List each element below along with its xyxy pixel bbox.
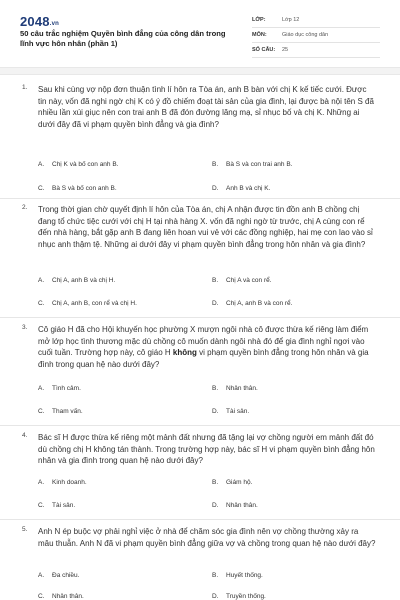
answer-option[interactable] (212, 593, 266, 600)
question-number: 4. (22, 432, 28, 439)
option-text: Nhân thân. (226, 502, 258, 509)
option-letter: A. (38, 161, 45, 168)
answer-option[interactable] (38, 161, 119, 168)
meta-label: MÔN: (252, 32, 267, 38)
option-letter: C. (38, 502, 45, 509)
meta-value: Lớp 12 (282, 17, 300, 23)
option-text: Tài sản. (226, 408, 250, 415)
meta-label: SỐ CÂU: (252, 47, 276, 53)
option-text: Chị K và bố con anh B. (52, 161, 119, 168)
question-text: Trong thời gian chờ quyết định lí hôn của Tòa án, chị A nhận được tin đồn anh B chồng chị đang tổ chức tiệc cưới với chị H tại nhà hàng X. vốn đã nghi ngờ từ trước, chị A cùng con rể đến nhà hàng, bắt gặp anh B đang liên hoan vui vẻ với các đồng nghiệp, hai mẹ con lao vào sỉ nhục anh thậm tệ. Những ai dưới đây vi phạm quyền bình đẳng trong hôn nhân và gia đình? (38, 205, 373, 249)
question-text-emphasis: không (172, 348, 197, 357)
logo-text: 2048 (20, 14, 50, 29)
option-letter: D. (212, 502, 219, 509)
option-text: Anh B và chị K. (226, 185, 271, 192)
answer-option[interactable] (38, 385, 81, 392)
site-logo[interactable] (20, 14, 59, 29)
answer-option[interactable] (212, 300, 292, 307)
question-text: Bác sĩ H được thừa kế riêng một mảnh đất nhưng đã tặng lại vợ chồng người em mảnh đất đó dù chồng chị H không tán thành. Trong trường hợp này, bác sĩ H vi phạm quyền bình đẳng hôn nhân và gia đình trong quan hệ nào dưới đây? (38, 433, 375, 465)
option-text: Chị A và con rể. (226, 277, 272, 284)
question-text-part: Cô giáo H đã cho Hội khuyến học phường X mượn ngôi nhà cô được thừa kế riêng làm điểm mở lớp học tình thương mặc dù chồng cô muốn dành ngôi nhà đó để gia đình nghỉ ngơi vào cuối tuần. Trường hợp này, cô giáo H (38, 325, 369, 357)
question-number: 1. (22, 84, 28, 91)
answer-option[interactable] (38, 408, 83, 415)
question-divider (0, 519, 400, 520)
answer-option[interactable] (38, 479, 87, 486)
option-text: Bà S và bố con anh B. (52, 185, 117, 192)
answer-option[interactable] (212, 408, 249, 415)
option-letter: B. (212, 161, 219, 168)
option-text: Truyền thống. (226, 593, 266, 600)
option-letter: C. (38, 185, 45, 192)
option-letter: B. (212, 385, 219, 392)
answer-option[interactable] (212, 161, 292, 168)
option-letter: C. (38, 300, 45, 307)
option-letter: C. (38, 408, 45, 415)
question-divider (0, 317, 400, 318)
question-text: Sau khi cùng vợ nộp đơn thuận tình lí hôn ra Tòa án, anh B bàn với chị K kế tiếc cưới. Được tin này, vốn đã nghi ngờ chị K có ý đồ chiếm đoạt tài sản của gia đình, lại được bà nội tên S đã nhiều lần xúi giục nên con trai anh B đã đón đường lăng mạ, sỉ nhục bố và chị K. Những ai dưới đây đã vi phạm quyền bình đẳng và gia đình? (38, 85, 374, 129)
meta-row-grade (252, 13, 380, 28)
answer-option[interactable] (38, 277, 115, 284)
answer-option[interactable] (38, 593, 84, 600)
document-title: 50 câu trắc nghiệm Quyền bình đẳng của công dân trong lĩnh vực hôn nhân (phần 1) (20, 29, 226, 48)
option-text: Tình cảm. (52, 385, 81, 392)
option-text: Kinh doanh. (52, 479, 87, 486)
answer-option[interactable] (38, 185, 117, 192)
option-letter: D. (212, 593, 219, 600)
question-number: 2. (22, 204, 28, 211)
option-letter: A. (38, 277, 45, 284)
question-text (38, 324, 376, 370)
option-text: Tài sản. (52, 502, 76, 509)
question-text-part: vi phạm quyền bình đẳng trong hôn nhân và gia đình trong quan hệ nào dưới đây? (38, 348, 369, 369)
answer-option[interactable] (212, 572, 263, 579)
option-text: Nhân thân. (52, 593, 84, 600)
question-number: 5. (22, 526, 28, 533)
question-divider (0, 198, 400, 199)
option-letter: A. (38, 572, 45, 579)
option-letter: D. (212, 185, 219, 192)
option-text: Đa chiều. (52, 572, 80, 579)
option-text: Chị A, anh B và con rể. (226, 300, 293, 307)
option-text: Giám hộ. (226, 479, 253, 486)
header-divider (0, 67, 400, 75)
option-text: Nhân thân. (226, 385, 258, 392)
option-letter: B. (212, 479, 219, 486)
option-text: Chị A, anh B và chị H. (52, 277, 116, 284)
option-letter: B. (212, 572, 219, 579)
meta-row-count (252, 43, 380, 58)
option-text: Bà S và con trai anh B. (226, 161, 293, 168)
page-header (0, 0, 400, 62)
option-letter: A. (38, 479, 45, 486)
answer-option[interactable] (38, 502, 75, 509)
document-meta (252, 13, 380, 58)
option-letter: D. (212, 300, 219, 307)
option-letter: A. (38, 385, 45, 392)
option-letter: C. (38, 593, 45, 600)
option-text: Huyết thống. (226, 572, 263, 579)
logo-suffix: .vn (49, 21, 60, 27)
answer-option[interactable] (38, 572, 79, 579)
meta-label: LỚP: (252, 17, 266, 23)
meta-value: Giáo dục công dân (282, 32, 329, 38)
answer-option[interactable] (212, 502, 258, 509)
question-divider (0, 425, 400, 426)
answer-option[interactable] (38, 300, 137, 307)
answer-option[interactable] (212, 277, 272, 284)
answer-option[interactable] (212, 385, 258, 392)
meta-row-subject (252, 28, 380, 43)
option-letter: D. (212, 408, 219, 415)
answer-option[interactable] (212, 479, 252, 486)
option-letter: B. (212, 277, 219, 284)
meta-value: 25 (282, 47, 289, 53)
option-text: Chị A, anh B, con rể và chị H. (52, 300, 137, 307)
answer-option[interactable] (212, 185, 270, 192)
question-text: Anh N ép buộc vợ phải nghỉ việc ở nhà để chăm sóc gia đình nên vợ chồng thường xảy ra mâu thuẫn. Anh N đã vi phạm quyền bình đẳng giữa vợ và chồng trong quan hệ nào dưới đây? (38, 527, 376, 548)
option-text: Tham vấn. (52, 408, 83, 415)
question-number: 3. (22, 324, 28, 331)
